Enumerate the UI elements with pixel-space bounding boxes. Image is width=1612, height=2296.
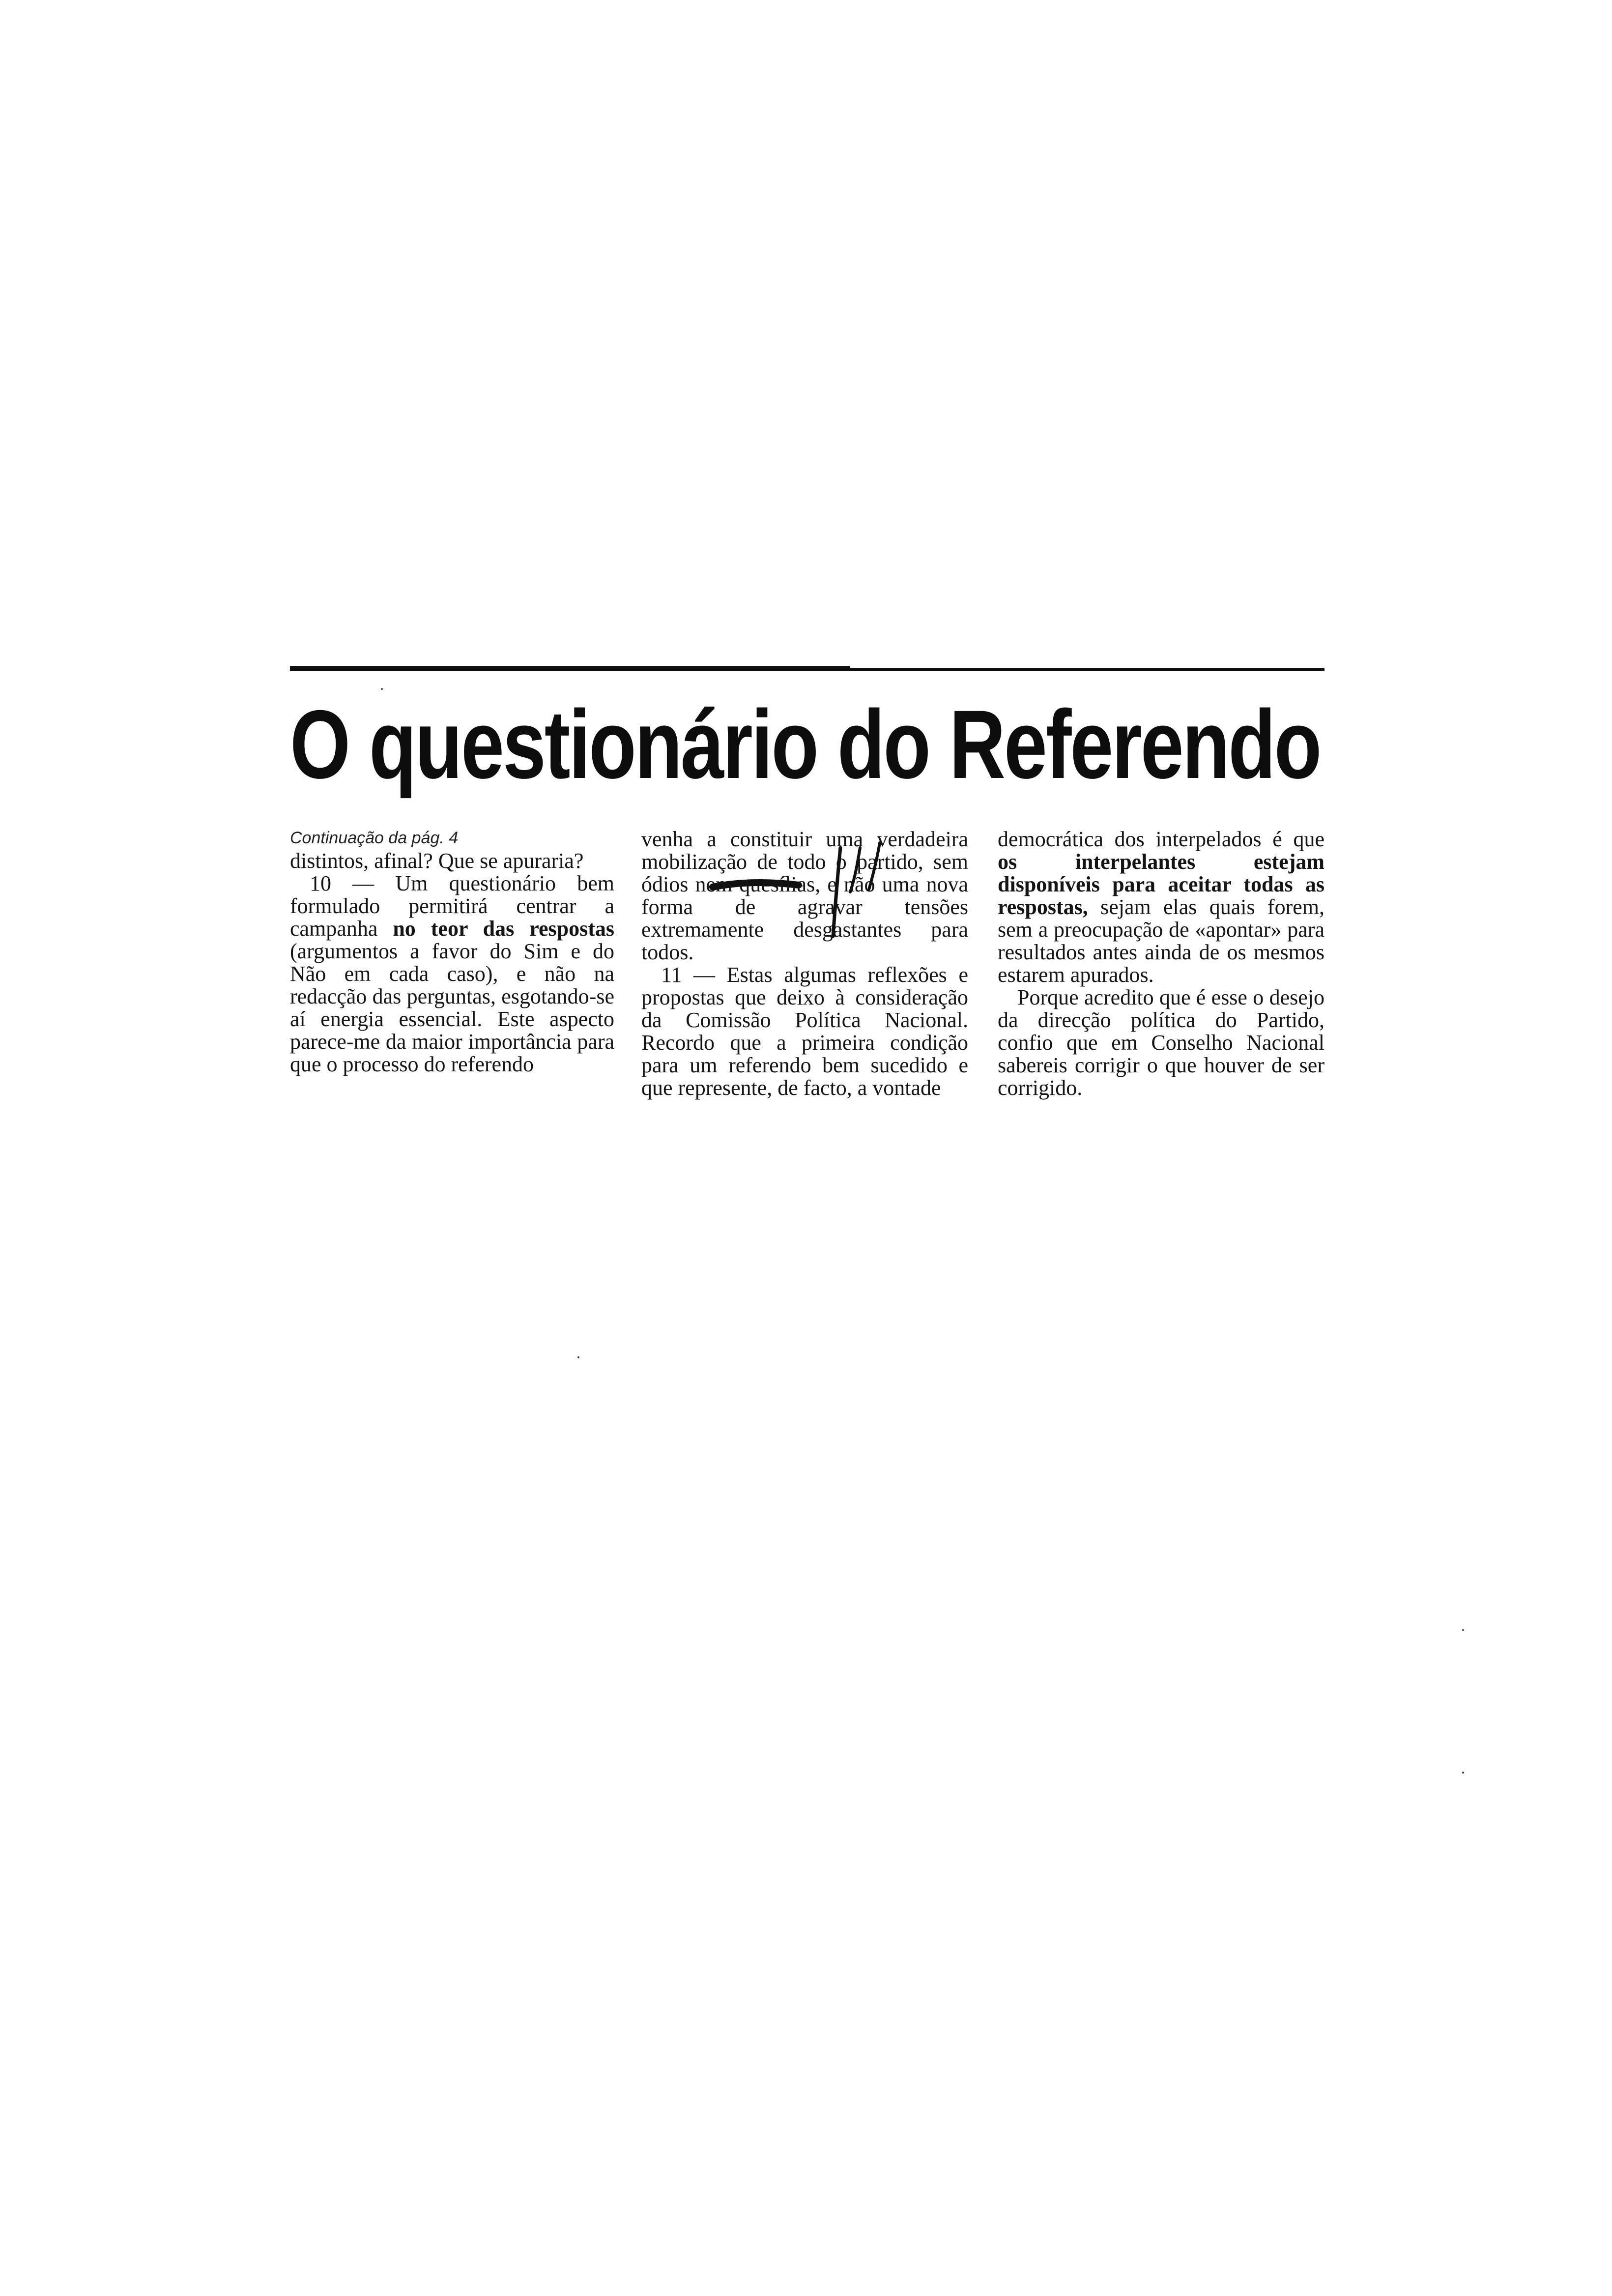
scan-speck <box>577 1356 579 1358</box>
column-3-bold-phrase: os interpelantes estejam disponíveis para aceitar todas as respostas, <box>998 850 1324 919</box>
newspaper-clipping <box>290 666 1329 1165</box>
column-3-paragraph-1-text-a: democrática dos interpelados é que <box>998 827 1324 851</box>
column-3-paragraph-1 <box>998 828 1324 986</box>
continuation-note: Continuação da pág. 4 <box>290 829 459 847</box>
column-1-bold-phrase: no teor das respostas <box>393 917 614 941</box>
scan-speck <box>1462 1629 1464 1631</box>
article-column-3 <box>998 828 1324 1099</box>
article-column-1 <box>290 828 614 1076</box>
scan-speck <box>1462 1772 1464 1774</box>
column-3-paragraph-2: Porque acredito que é esse o desejo da direcção política do Partido, confio que em Conselho Nacional sabereis corrigir o que houver de ser corrigido. <box>998 985 1324 1100</box>
column-2-paragraph-2: 11 — Estas algumas reflexões e propostas que deixo à consideração da Comissão Política Nacional. Recordo que a primeira condição para um referendo bem sucedido e que represente, de facto, a vontade <box>641 963 968 1100</box>
article-headline: O questionário do Referendo <box>290 690 1321 799</box>
column-3-paragraph-1-text-c: sejam elas quais forem, sem a preocupação de «apontar» para resultados antes ainda de os mesmos estarem apurados. <box>998 895 1324 987</box>
header-rule <box>290 666 1324 671</box>
column-1-paragraph-2 <box>290 872 614 1076</box>
column-1-paragraph-2-text-a: 10 — Um questionário bem formulado permitirá centrar a campanha <box>290 871 614 941</box>
column-1-paragraph-2-text-c: (argumentos a favor do Sim e do Não em cada caso), e não na redacção das perguntas, esgotando-se aí energia essencial. Este aspecto parece-me da maior importância para que o processo do referendo <box>290 939 614 1076</box>
column-1-paragraph-1: distintos, afinal? Que se apuraria? <box>290 849 584 873</box>
column-2-paragraph-1: venha a constituir uma verdadeira mobilização de todo o partido, sem ódios nem quesílias, e não uma nova forma de agravar tensões extremamente desgastantes para todos. <box>641 827 968 964</box>
scan-speck <box>381 688 383 690</box>
article-column-2 <box>641 828 968 1099</box>
